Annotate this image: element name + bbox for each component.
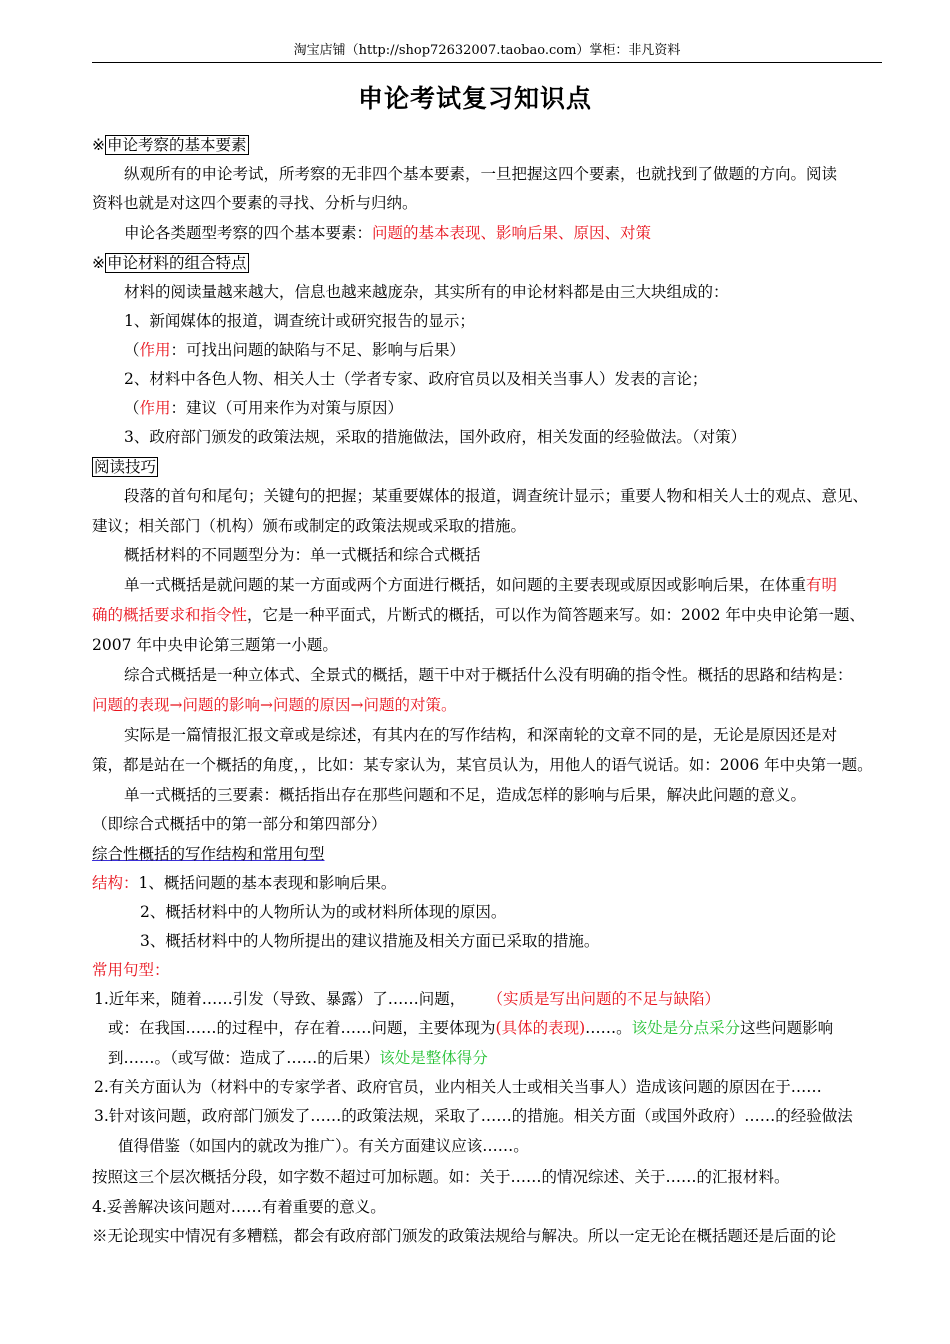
pattern-note: (具体的表现) (495, 1019, 586, 1037)
paren: （ (124, 341, 140, 359)
highlight-text: 问题的表现→问题的影响→问题的原因→问题的对策。 (92, 696, 457, 714)
role-label: 作用 (139, 399, 171, 417)
sentence-pattern: 4.妥善解决该问题对……有着重要的意义。 (92, 1198, 386, 1216)
list-item: 3、政府部门颁发的政策法规，采取的措施做法，国外政府，相关发面的经验做法。（对策） (124, 428, 747, 446)
sentence-pattern: 值得借鉴（如国内的就改为推广）。有关方面建议应该……。 (118, 1137, 529, 1155)
paragraph-line: 材料的阅读量越来越大，信息也越来越庞杂，其实所有的申论材料都是由三大块组成的： (124, 283, 729, 301)
reference-mark: ※ (92, 254, 105, 272)
pattern-text: 1.近年来，随着……引发（导致、暴露）了……问题， (94, 990, 466, 1008)
paragraph-line (92, 604, 865, 626)
pattern-text: 到……。（或写做：造成了……的后果） (108, 1049, 380, 1067)
patterns-label: 常用句型： (92, 961, 170, 979)
sentence-pattern (94, 988, 720, 1010)
heading-text: 申论考察的基本要素 (107, 136, 247, 154)
highlight-text: 有明 (806, 576, 838, 594)
paragraph-line: 资料也就是对这四个要素的寻找、分析与归纳。 (92, 194, 418, 212)
paragraph-line (92, 694, 456, 716)
structure-item (92, 872, 396, 894)
paragraph-line: 实际是一篇情报汇报文章或是综述，有其内在的写作结构，和深南轮的文章不同的是，无论是原因还是对 (124, 726, 838, 744)
sentence-pattern: 2.有关方面认为（材料中的专家学者、政府官员，业内相关人士或相关当事人）造成该问题的原因在于…… (94, 1078, 822, 1096)
section-heading-writing-structure: 综合性概括的写作结构和常用句型 (92, 845, 325, 863)
scoring-note: 该处是整体得分 (379, 1049, 488, 1067)
heading-text: 申论材料的组合特点 (107, 254, 247, 272)
paragraph-line: （即综合式概括中的第一部分和第四部分） (92, 815, 387, 833)
paragraph-line: 策，都是站在一个概括的角度，，比如：某专家认为，某官员认为，用他人的语气说话。如：2006 年中央第一题。 (92, 756, 873, 774)
page-header: 淘宝店铺（http://shop72632007.taobao.com）掌柜：非凡资料 (293, 43, 681, 58)
paragraph-line: 段落的首句和尾句；关键句的把握；某重要媒体的报道，调查统计显示；重要人物和相关人士的观点、意见、 (124, 487, 869, 505)
pattern-text: ……。 (585, 1019, 632, 1037)
heading-text: 阅读技巧 (94, 458, 157, 476)
role-note (124, 397, 403, 419)
structure-text: 1、概括问题的基本表现和影响后果。 (138, 874, 397, 892)
section-heading-reading-tips (92, 456, 158, 478)
paragraph-line: 2007 年中央申论第三题第一小题。 (92, 636, 338, 654)
text-lead: 申论各类题型考察的四个基本要素： (124, 224, 373, 242)
structure-item: 3、概括材料中的人物所提出的建议措施及相关方面已采取的措施。 (140, 932, 600, 950)
text-rest: ，它是一种平面式，片断式的概括，可以作为简答题来写。如：2002 年中央申论第一题、 (247, 606, 865, 624)
reference-mark: ※ (92, 136, 105, 154)
section-heading-material-structure (92, 252, 249, 274)
list-item: 1、新闻媒体的报道，调查统计或研究报告的显示； (124, 312, 475, 330)
paragraph-line: 综合式概括是一种立体式、全景式的概括，题干中对于概括什么没有明确的指令性。概括的思路和结构是： (124, 666, 853, 684)
sentence-pattern: 3.针对该问题，政府部门颁发了……的政策法规，采取了……的措施。相关方面（或国外政府）……的经验做法 (94, 1107, 853, 1125)
text-lead: 单一式概括是就问题的某一方面或两个方面进行概括，如问题的主要表现或原因或影响后果，在体重 (124, 576, 807, 594)
paragraph-line: 按照这三个层次概括分段，如字数不超过可加标题。如：关于……的情况综述、关于……的汇报材料。 (92, 1168, 790, 1186)
paren: （ (124, 399, 140, 417)
paragraph-line (124, 574, 837, 596)
highlight-text: 问题的基本表现、影响后果、原因、对策 (372, 224, 652, 242)
section-heading-basic-elements (92, 134, 249, 156)
list-item: 2、材料中各色人物、相关人士（学者专家、政府官员以及相关当事人）发表的言论； (124, 370, 708, 388)
role-text: ：可找出问题的缺陷与不足、影响与后果） (170, 341, 466, 359)
sentence-pattern (108, 1047, 488, 1069)
highlight-text: 确的概括要求和指令性 (92, 606, 248, 624)
paragraph-line: 建议；相关部门（机构）颁布或制定的政策法规或采取的措施。 (92, 517, 527, 535)
header-rule (92, 62, 882, 63)
paragraph-line: 单一式概括的三要素：概括指出存在那些问题和不足，造成怎样的影响与后果，解决此问题的意义。 (124, 786, 807, 804)
pattern-text: 或：在我国……的过程中，存在着……问题，主要体现为 (108, 1019, 496, 1037)
pattern-text: 这些问题影响 (740, 1019, 834, 1037)
paragraph-line: 纵观所有的申论考试，所考察的无非四个基本要素，一旦把握这四个要素，也就找到了做题的方向。阅读 (124, 165, 838, 183)
paragraph-line: ※无论现实中情况有多糟糕，都会有政府部门颁发的政策法规给与解决。所以一定无论在概括题还是后面的论 (92, 1227, 837, 1245)
role-label: 作用 (139, 341, 171, 359)
paragraph-line (124, 222, 651, 244)
sentence-pattern (108, 1017, 833, 1039)
structure-item: 2、概括材料中的人物所认为的或材料所体现的原因。 (140, 903, 507, 921)
structure-label: 结构： (92, 874, 139, 892)
pattern-note: （实质是写出问题的不足与缺陷） (495, 990, 721, 1008)
paragraph-line: 概括材料的不同题型分为：单一式概括和综合式概括 (124, 546, 481, 564)
role-text: ：建议（可用来作为对策与原因） (170, 399, 404, 417)
document-title: 申论考试复习知识点 (357, 84, 592, 113)
scoring-note: 该处是分点采分 (631, 1019, 741, 1037)
role-note (124, 339, 465, 361)
